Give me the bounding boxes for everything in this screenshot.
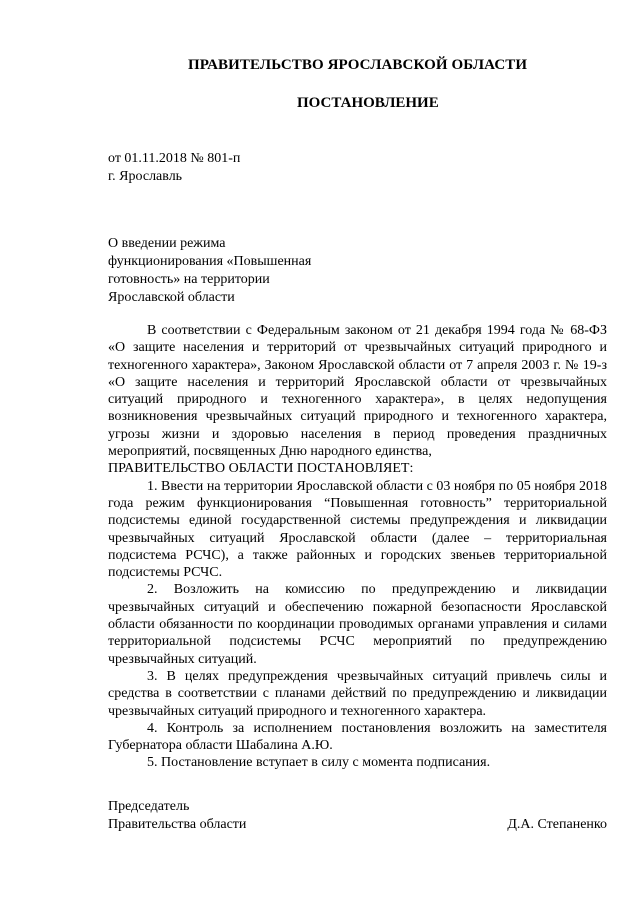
clause-5: 5. Постановление вступает в силу с момента подписания. [147, 755, 491, 771]
subject-line: Ярославской области [108, 290, 235, 305]
organization-title: ПРАВИТЕЛЬСТВО ЯРОСЛАВСКОЙ ОБЛАСТИ [188, 57, 528, 73]
subject-line: О введении режима [108, 236, 226, 251]
document-type: ПОСТАНОВЛЕНИЕ [297, 95, 439, 111]
document-subject [108, 235, 311, 307]
clause-2: 2. Возложить на комиссию по предупреждению и ликвидации чрезвычайных ситуаций и обеспечению пожарной безопасности Ярославской области обязанности по координации проводимых органами управления и силами территориальной подсистемы РСЧС мероприятий по предупреждению чрезвычайных ситуаций. [108, 582, 607, 667]
document-body [108, 322, 607, 772]
date-number: от 01.11.2018 № 801-п [108, 151, 241, 166]
clause-4: 4. Контроль за исполнением постановления возложить на заместителя Губернатора области Шабалина А.Ю. [108, 720, 607, 754]
city: г. Ярославль [108, 169, 183, 184]
subject-line: функционирования «Повышенная [108, 254, 312, 269]
preamble-paragraph: В соответствии с Федеральным законом от 21 декабря 1994 года № 68-ФЗ «О защите населения и территорий от чрезвычайных ситуаций природного и техногенного характера», Законом Ярославской области от 7 апреля 2003 г. № 19-з «О защите населения и территорий Ярославской области от чрезвычайных ситуаций природного и техногенного характера», в целях недопущения возникновения чрезвычайных ситуаций природного и техногенного характера, угрозы жизни и здоровью населения в период проведения праздничных мероприятий, посвященных Дню народного единства, [108, 323, 607, 460]
signer-position-line2: Правительства области [108, 817, 247, 832]
clause-1: 1. Ввести на территории Ярославской области с 03 ноября по 05 ноября 2018 года режим функционирования “Повышенная готовность” территориальной подсистемы единой государственной системы предупреждения и ликвидации чрезвычайных ситуаций Ярославской области (далее – территориальная подсистема РСЧС), а также районных и городских звеньев территориальной подсистемы РСЧС. [108, 478, 607, 581]
resolution-heading: ПРАВИТЕЛЬСТВО ОБЛАСТИ ПОСТАНОВЛЯЕТ: [108, 461, 414, 477]
signature-block [108, 798, 607, 834]
clause-3: 3. В целях предупреждения чрезвычайных ситуаций привлечь силы и средства в соответствии с планами действий по предупреждению и ликвидации чрезвычайных ситуаций природного и техногенного характера. [108, 668, 607, 719]
subject-line: готовность» на территории [108, 272, 270, 287]
signer-name: Д.А. Степаненко [507, 817, 607, 832]
signature-row [108, 816, 607, 834]
signer-position-line1: Председатель [108, 799, 190, 814]
document-meta [108, 150, 240, 186]
